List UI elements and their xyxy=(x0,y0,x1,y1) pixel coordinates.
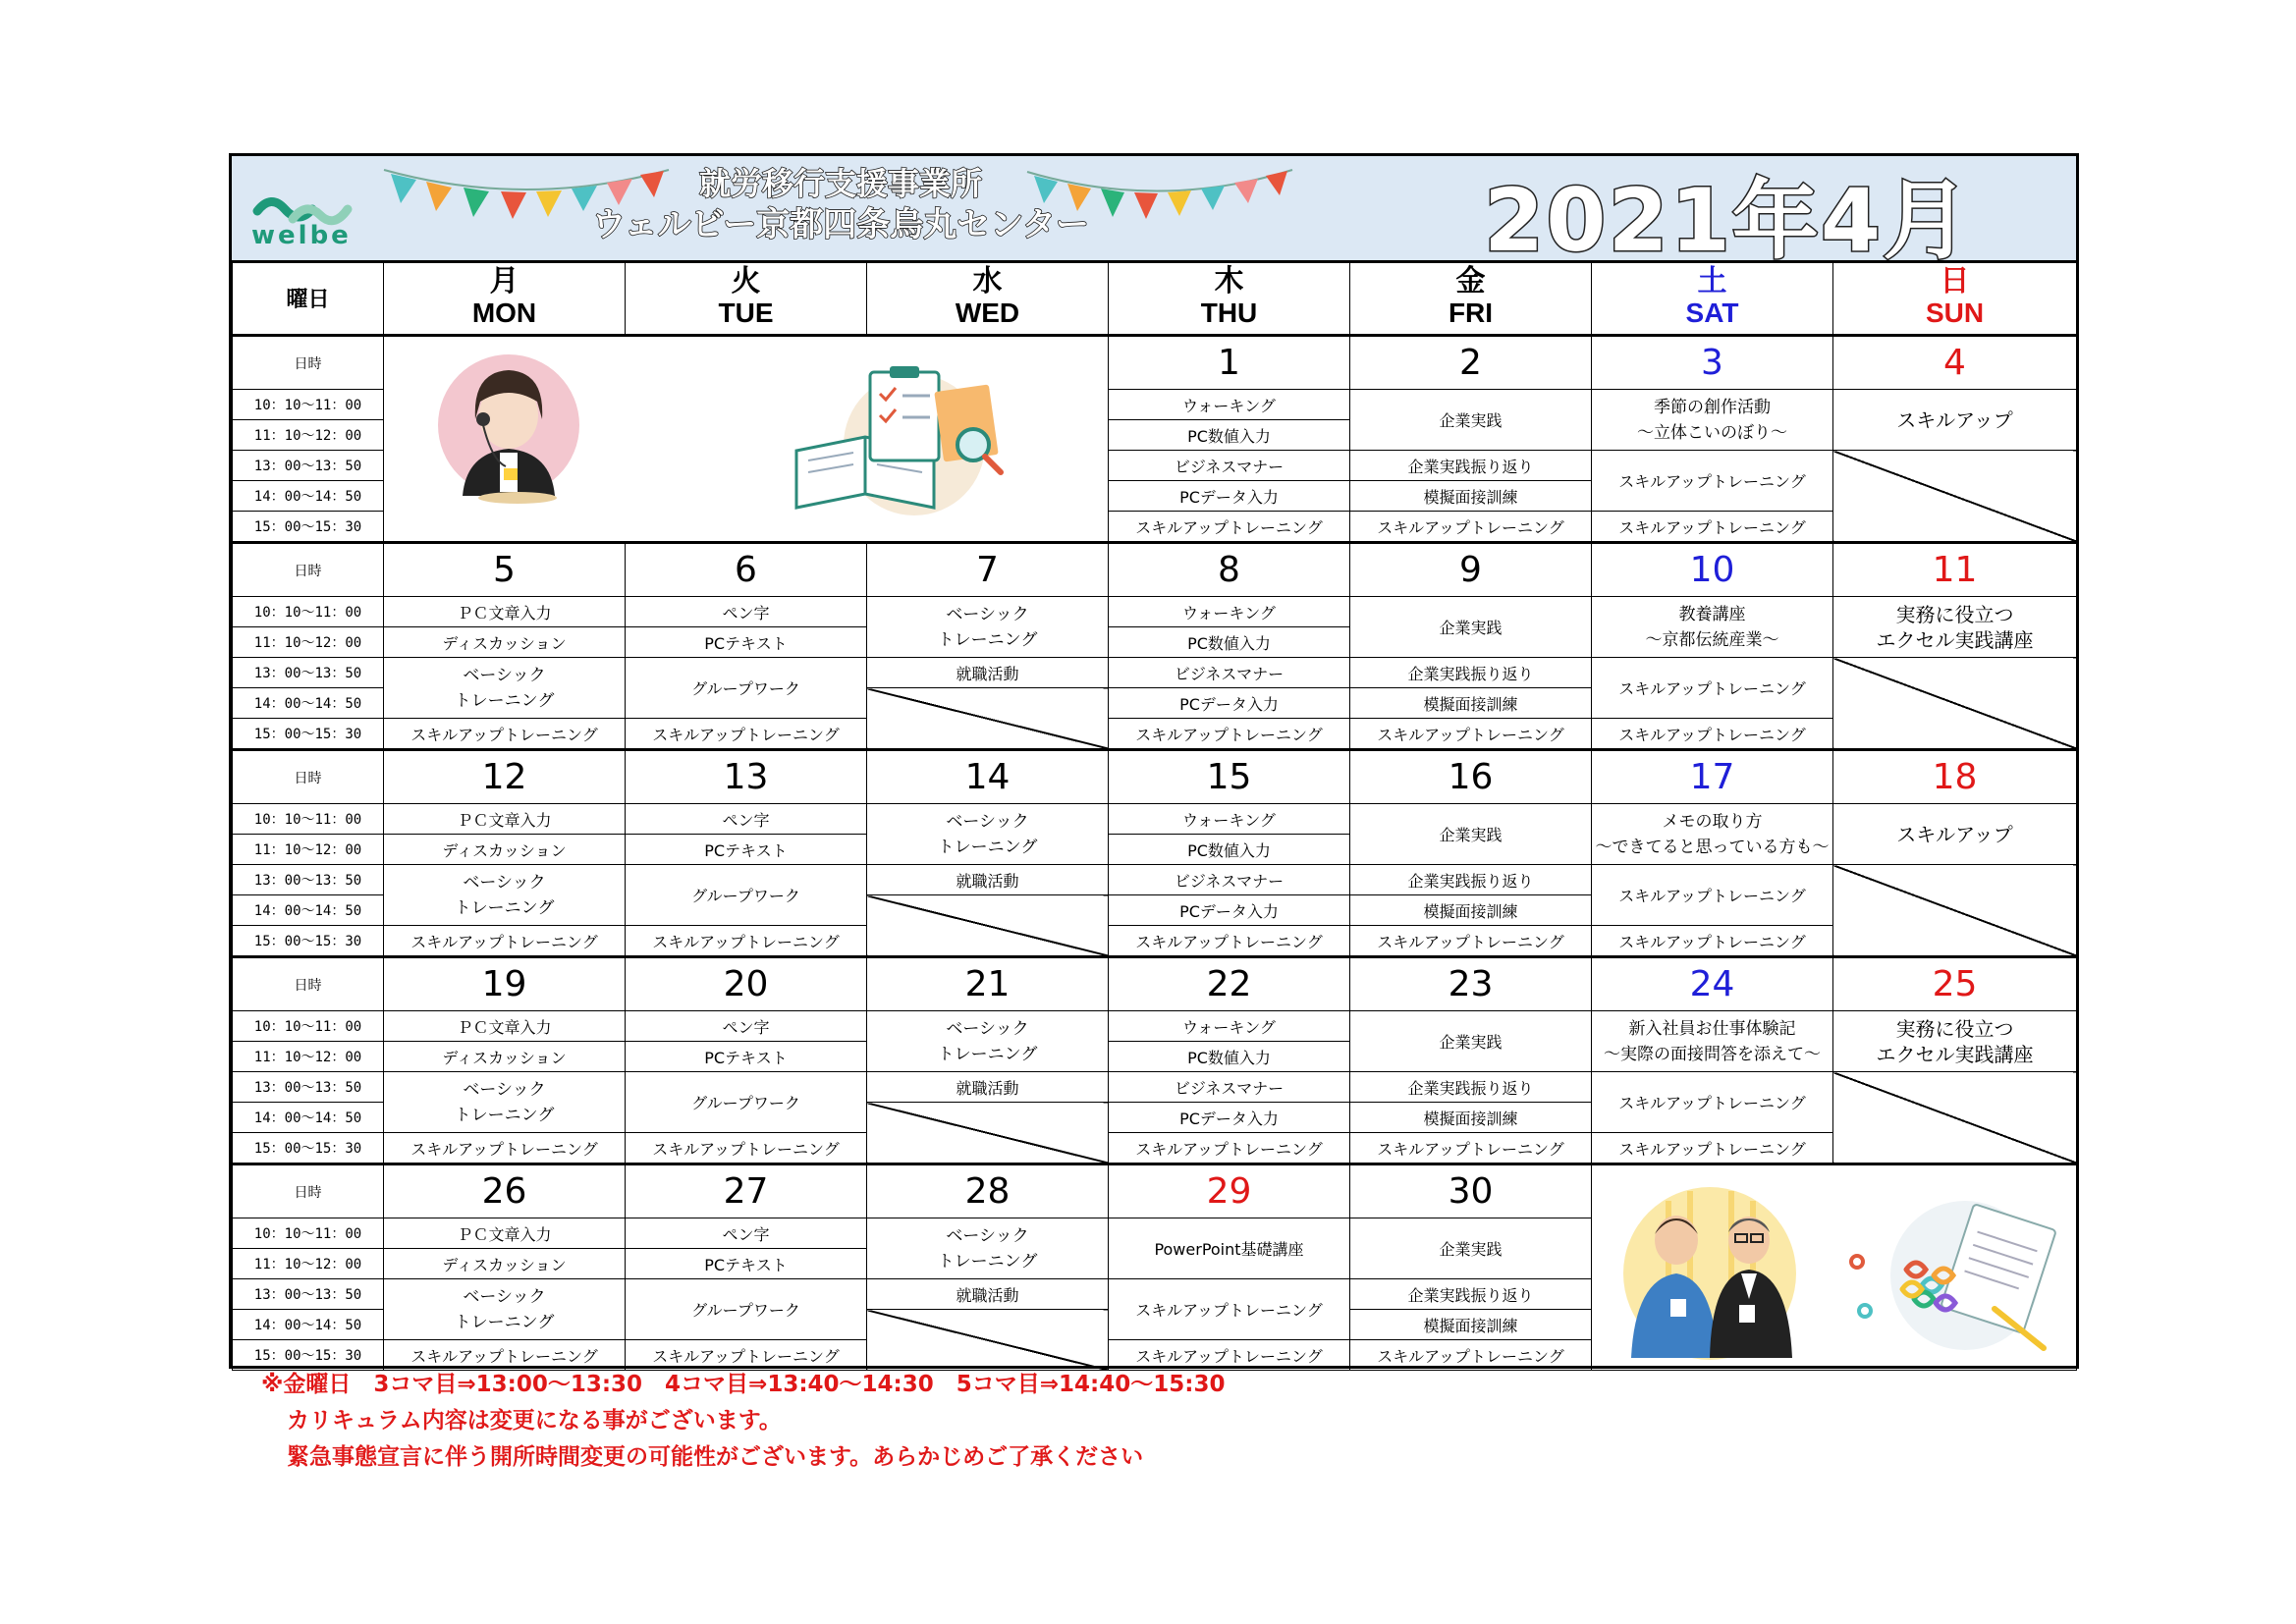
time-slot-5: 15：00～15：30 xyxy=(233,1340,384,1371)
activity-cell: ＰＣ文章入力 xyxy=(384,804,626,835)
activity-cell: スキルアップトレーニング xyxy=(1109,926,1350,957)
date-cell: 14 xyxy=(867,750,1109,804)
week1-illustration-cell xyxy=(384,336,1109,543)
date-cell-sat: 3 xyxy=(1592,336,1833,390)
activity-cell: 模擬面接訓練 xyxy=(1350,688,1592,719)
header-mon: 月 MON xyxy=(384,261,626,336)
activity-cell: PCデータ入力 xyxy=(1109,895,1350,926)
staff-illustration xyxy=(1592,1171,2073,1364)
date-cell-sat: 10 xyxy=(1592,543,1833,597)
week3-slot3 xyxy=(233,865,2077,895)
time-slot-4: 14：00～14：50 xyxy=(233,481,384,512)
activity-cell: スキルアップトレーニング xyxy=(626,926,867,957)
date-cell: 6 xyxy=(626,543,867,597)
date-label: 日時 xyxy=(233,1164,384,1218)
week2-date-row xyxy=(233,543,2077,597)
footnotes xyxy=(261,1367,1225,1476)
activity-cell: スキルアップトレーニング xyxy=(384,1340,626,1371)
time-slot-5: 15：00～15：30 xyxy=(233,926,384,957)
activity-cell: ペン字 xyxy=(626,804,867,835)
activity-cell: ベーシック トレーニング xyxy=(867,1218,1109,1279)
date-label: 日時 xyxy=(233,543,384,597)
closed-slot xyxy=(867,1310,1109,1371)
date-cell-sat: 17 xyxy=(1592,750,1833,804)
date-cell: 1 xyxy=(1109,336,1350,390)
activity-cell: グループワーク xyxy=(626,865,867,926)
header-fri: 金 FRI xyxy=(1350,261,1592,336)
activity-cell: PCテキスト xyxy=(626,627,867,658)
date-cell: 16 xyxy=(1350,750,1592,804)
closed-slot xyxy=(1833,865,2077,957)
note-emergency-hours: 緊急事態宣言に伴う開所時間変更の可能性がございます。あらかじめご了承ください xyxy=(287,1444,1144,1470)
week3-slot1 xyxy=(233,804,2077,835)
activity-cell: スキルアップトレーニング xyxy=(384,926,626,957)
time-slot-4: 14：00～14：50 xyxy=(233,1310,384,1340)
activity-cell: 就職活動 xyxy=(867,1072,1109,1103)
week4-date-row xyxy=(233,957,2077,1011)
activity-cell: PCデータ入力 xyxy=(1109,688,1350,719)
week3-date-row xyxy=(233,750,2077,804)
time-slot-2: 11：10～12：00 xyxy=(233,835,384,865)
activity-cell: グループワーク xyxy=(626,1279,867,1340)
activity-cell: ＰＣ文章入力 xyxy=(384,1011,626,1042)
date-cell: 30 xyxy=(1350,1164,1592,1218)
activity-cell: PowerPoint基礎講座 xyxy=(1109,1218,1350,1279)
activity-cell: スキルアップトレーニング xyxy=(1109,512,1350,543)
activity-cell: ビジネスマナー xyxy=(1109,1072,1350,1103)
date-cell-sun: 4 xyxy=(1833,336,2077,390)
date-cell-sat: 24 xyxy=(1592,957,1833,1011)
activity-cell: ディスカッション xyxy=(384,1249,626,1279)
activity-cell: グループワーク xyxy=(626,658,867,719)
activity-cell-sat: 季節の創作活動 ～立体こいのぼり～ xyxy=(1592,390,1833,451)
activity-cell: PC数値入力 xyxy=(1109,1042,1350,1072)
note-friday-times: ※金曜日 3コマ目⇒13:00～13:30 4コマ目⇒13:40～14:30 5コマ目⇒14:40～15:30 xyxy=(261,1372,1226,1397)
activity-cell-sat: スキルアップトレーニング xyxy=(1592,1133,1833,1164)
week2-slot5 xyxy=(233,719,2077,750)
activity-cell-sat: 教養講座 ～京都伝統産業～ xyxy=(1592,597,1833,658)
activity-cell: ベーシック トレーニング xyxy=(384,658,626,719)
time-slot-4: 14：00～14：50 xyxy=(233,1103,384,1133)
activity-cell: 就職活動 xyxy=(867,1279,1109,1310)
time-slot-5: 15：00～15：30 xyxy=(233,1133,384,1164)
date-cell: 23 xyxy=(1350,957,1592,1011)
activity-cell-sat: スキルアップトレーニング xyxy=(1592,926,1833,957)
activity-cell: ペン字 xyxy=(626,1011,867,1042)
activity-cell: ペン字 xyxy=(626,1218,867,1249)
activity-cell-sun: スキルアップ xyxy=(1833,390,2077,451)
time-slot-5: 15：00～15：30 xyxy=(233,719,384,750)
activity-cell: スキルアップトレーニング xyxy=(1350,1340,1592,1371)
time-slot-4: 14：00～14：50 xyxy=(233,895,384,926)
week2-slot3 xyxy=(233,658,2077,688)
time-slot-1: 10：10～11：00 xyxy=(233,804,384,835)
time-slot-1: 10：10～11：00 xyxy=(233,1011,384,1042)
weekday-header-row xyxy=(233,261,2077,336)
activity-cell: 模擬面接訓練 xyxy=(1350,481,1592,512)
date-label: 日時 xyxy=(233,336,384,390)
activity-cell: ビジネスマナー xyxy=(1109,658,1350,688)
date-cell: 12 xyxy=(384,750,626,804)
activity-cell: スキルアップトレーニング xyxy=(1109,1133,1350,1164)
date-cell: 21 xyxy=(867,957,1109,1011)
activity-cell-sat: 新入社員お仕事体験記 ～実際の面接問答を添えて～ xyxy=(1592,1011,1833,1072)
date-cell: 9 xyxy=(1350,543,1592,597)
date-cell: 19 xyxy=(384,957,626,1011)
closed-slot xyxy=(1833,658,2077,750)
header-wed: 水 WED xyxy=(867,261,1109,336)
activity-cell: スキルアップトレーニング xyxy=(626,719,867,750)
date-cell: 26 xyxy=(384,1164,626,1218)
activity-cell: ビジネスマナー xyxy=(1109,451,1350,481)
activity-cell: ディスカッション xyxy=(384,835,626,865)
closed-slot xyxy=(1833,1072,2077,1164)
date-cell-sun: 18 xyxy=(1833,750,2077,804)
time-slot-1: 10：10～11：00 xyxy=(233,390,384,420)
time-slot-4: 14：00～14：50 xyxy=(233,688,384,719)
activity-cell: PCテキスト xyxy=(626,1249,867,1279)
activity-cell: PCテキスト xyxy=(626,1042,867,1072)
activity-cell: 模擬面接訓練 xyxy=(1350,1103,1592,1133)
activity-cell: スキルアップトレーニング xyxy=(1350,512,1592,543)
activity-cell: ＰＣ文章入力 xyxy=(384,1218,626,1249)
header-tue: 火 TUE xyxy=(626,261,867,336)
time-slot-3: 13：00～13：50 xyxy=(233,451,384,481)
closed-slot xyxy=(867,1103,1109,1164)
date-cell: 20 xyxy=(626,957,867,1011)
activity-cell: ウォーキング xyxy=(1109,804,1350,835)
office-line1: 就労移行支援事業所 xyxy=(698,165,982,202)
activity-cell: PCテキスト xyxy=(626,835,867,865)
activity-cell-sat: スキルアップトレーニング xyxy=(1592,451,1833,512)
activity-cell-sat: スキルアップトレーニング xyxy=(1592,1072,1833,1133)
week2-slot1 xyxy=(233,597,2077,627)
calendar-sheet xyxy=(229,153,2079,1369)
schedule-table xyxy=(232,260,2077,1371)
activity-cell: 企業実践 xyxy=(1350,1011,1592,1072)
date-cell: 27 xyxy=(626,1164,867,1218)
activity-cell: ベーシック トレーニング xyxy=(384,1072,626,1133)
month-title: 2021年4月 xyxy=(1484,170,1972,271)
week4-slot3 xyxy=(233,1072,2077,1103)
time-slot-3: 13：00～13：50 xyxy=(233,865,384,895)
week4-slot1 xyxy=(233,1011,2077,1042)
activity-cell: PCデータ入力 xyxy=(1109,481,1350,512)
activity-cell: ディスカッション xyxy=(384,627,626,658)
activity-cell: グループワーク xyxy=(626,1072,867,1133)
date-cell: 7 xyxy=(867,543,1109,597)
activity-cell: スキルアップトレーニング xyxy=(1109,1340,1350,1371)
closed-slot xyxy=(1833,451,2077,543)
activity-cell: ウォーキング xyxy=(1109,597,1350,627)
activity-cell-sun: 実務に役立つ エクセル実践講座 xyxy=(1833,597,2077,658)
activity-cell: PC数値入力 xyxy=(1109,627,1350,658)
activity-cell-sat: スキルアップトレーニング xyxy=(1592,865,1833,926)
week3-slot5 xyxy=(233,926,2077,957)
activity-cell: スキルアップトレーニング xyxy=(626,1133,867,1164)
date-cell-holiday: 29 xyxy=(1109,1164,1350,1218)
date-label: 日時 xyxy=(233,750,384,804)
activity-cell: 企業実践 xyxy=(1350,1218,1592,1279)
activity-cell-sat: スキルアップトレーニング xyxy=(1592,658,1833,719)
date-cell-sun: 11 xyxy=(1833,543,2077,597)
date-cell: 13 xyxy=(626,750,867,804)
date-cell: 2 xyxy=(1350,336,1592,390)
week1-date-row xyxy=(233,336,2077,390)
activity-cell: 就職活動 xyxy=(867,658,1109,688)
activity-cell: ベーシック トレーニング xyxy=(867,804,1109,865)
activity-cell: スキルアップトレーニング xyxy=(384,1133,626,1164)
date-cell: 15 xyxy=(1109,750,1350,804)
activity-cell: スキルアップトレーニング xyxy=(626,1340,867,1371)
time-slot-5: 15：00～15：30 xyxy=(233,512,384,543)
activity-cell: ウォーキング xyxy=(1109,1011,1350,1042)
activity-cell: スキルアップトレーニング xyxy=(1350,926,1592,957)
activity-cell: 企業実践振り返り xyxy=(1350,451,1592,481)
time-slot-3: 13：00～13：50 xyxy=(233,1072,384,1103)
week5-date-row xyxy=(233,1164,2077,1218)
operator-illustration xyxy=(384,343,1109,535)
activity-cell: 企業実践振り返り xyxy=(1350,658,1592,688)
week4-slot5 xyxy=(233,1133,2077,1164)
activity-cell: ベーシック トレーニング xyxy=(867,597,1109,658)
activity-cell: 企業実践 xyxy=(1350,597,1592,658)
activity-cell: 企業実践 xyxy=(1350,390,1592,451)
time-slot-2: 11：10～12：00 xyxy=(233,627,384,658)
activity-cell: 企業実践 xyxy=(1350,804,1592,865)
logo-text: welbe xyxy=(251,221,352,250)
date-cell: 22 xyxy=(1109,957,1350,1011)
time-slot-2: 11：10～12：00 xyxy=(233,1249,384,1279)
closed-slot xyxy=(867,688,1109,750)
activity-cell: スキルアップトレーニング xyxy=(384,719,626,750)
activity-cell: ペン字 xyxy=(626,597,867,627)
week5-illustration-cell xyxy=(1592,1164,2077,1371)
time-slot-3: 13：00～13：50 xyxy=(233,658,384,688)
activity-cell: 企業実践振り返り xyxy=(1350,865,1592,895)
activity-cell: ディスカッション xyxy=(384,1042,626,1072)
activity-cell: PC数値入力 xyxy=(1109,420,1350,451)
date-cell: 5 xyxy=(384,543,626,597)
header-thu: 木 THU xyxy=(1109,261,1350,336)
time-slot-2: 11：10～12：00 xyxy=(233,420,384,451)
weekday-header-label: 曜日 xyxy=(233,261,384,336)
time-slot-2: 11：10～12：00 xyxy=(233,1042,384,1072)
header-sun: 日 SUN xyxy=(1833,261,2077,336)
activity-cell: 企業実践振り返り xyxy=(1350,1072,1592,1103)
note-curriculum-change: カリキュラム内容は変更になる事がございます。 xyxy=(287,1408,782,1434)
date-cell: 8 xyxy=(1109,543,1350,597)
activity-cell-sat: スキルアップトレーニング xyxy=(1592,719,1833,750)
date-cell-sun: 25 xyxy=(1833,957,2077,1011)
activity-cell: スキルアップトレーニング xyxy=(1350,719,1592,750)
office-name xyxy=(566,164,1116,246)
office-line2: ウェルビー京都四条烏丸センター xyxy=(592,205,1089,244)
time-slot-3: 13：00～13：50 xyxy=(233,1279,384,1310)
activity-cell-sun: スキルアップ xyxy=(1833,804,2077,865)
activity-cell-sat: スキルアップトレーニング xyxy=(1592,512,1833,543)
activity-cell: 就職活動 xyxy=(867,865,1109,895)
header-sat: 土 SAT xyxy=(1592,261,1833,336)
date-cell: 28 xyxy=(867,1164,1109,1218)
activity-cell: ウォーキング xyxy=(1109,390,1350,420)
activity-cell: スキルアップトレーニング xyxy=(1350,1133,1592,1164)
activity-cell: スキルアップトレーニング xyxy=(1109,719,1350,750)
activity-cell: ビジネスマナー xyxy=(1109,865,1350,895)
activity-cell: 企業実践振り返り xyxy=(1350,1279,1592,1310)
header-banner xyxy=(232,156,2076,271)
time-slot-1: 10：10～11：00 xyxy=(233,597,384,627)
activity-cell: 模擬面接訓練 xyxy=(1350,1310,1592,1340)
activity-cell-sun: 実務に役立つ エクセル実践講座 xyxy=(1833,1011,2077,1072)
activity-cell: ベーシック トレーニング xyxy=(384,865,626,926)
activity-cell: 模擬面接訓練 xyxy=(1350,895,1592,926)
activity-cell: PC数値入力 xyxy=(1109,835,1350,865)
activity-cell: PCデータ入力 xyxy=(1109,1103,1350,1133)
date-label: 日時 xyxy=(233,957,384,1011)
activity-cell: スキルアップトレーニング xyxy=(1109,1279,1350,1340)
activity-cell: ＰＣ文章入力 xyxy=(384,597,626,627)
activity-cell: ベーシック トレーニング xyxy=(384,1279,626,1340)
activity-cell-sat: メモの取り方 ～できてると思っている方も～ xyxy=(1592,804,1833,865)
closed-slot xyxy=(867,895,1109,957)
activity-cell: ベーシック トレーニング xyxy=(867,1011,1109,1072)
time-slot-1: 10：10～11：00 xyxy=(233,1218,384,1249)
